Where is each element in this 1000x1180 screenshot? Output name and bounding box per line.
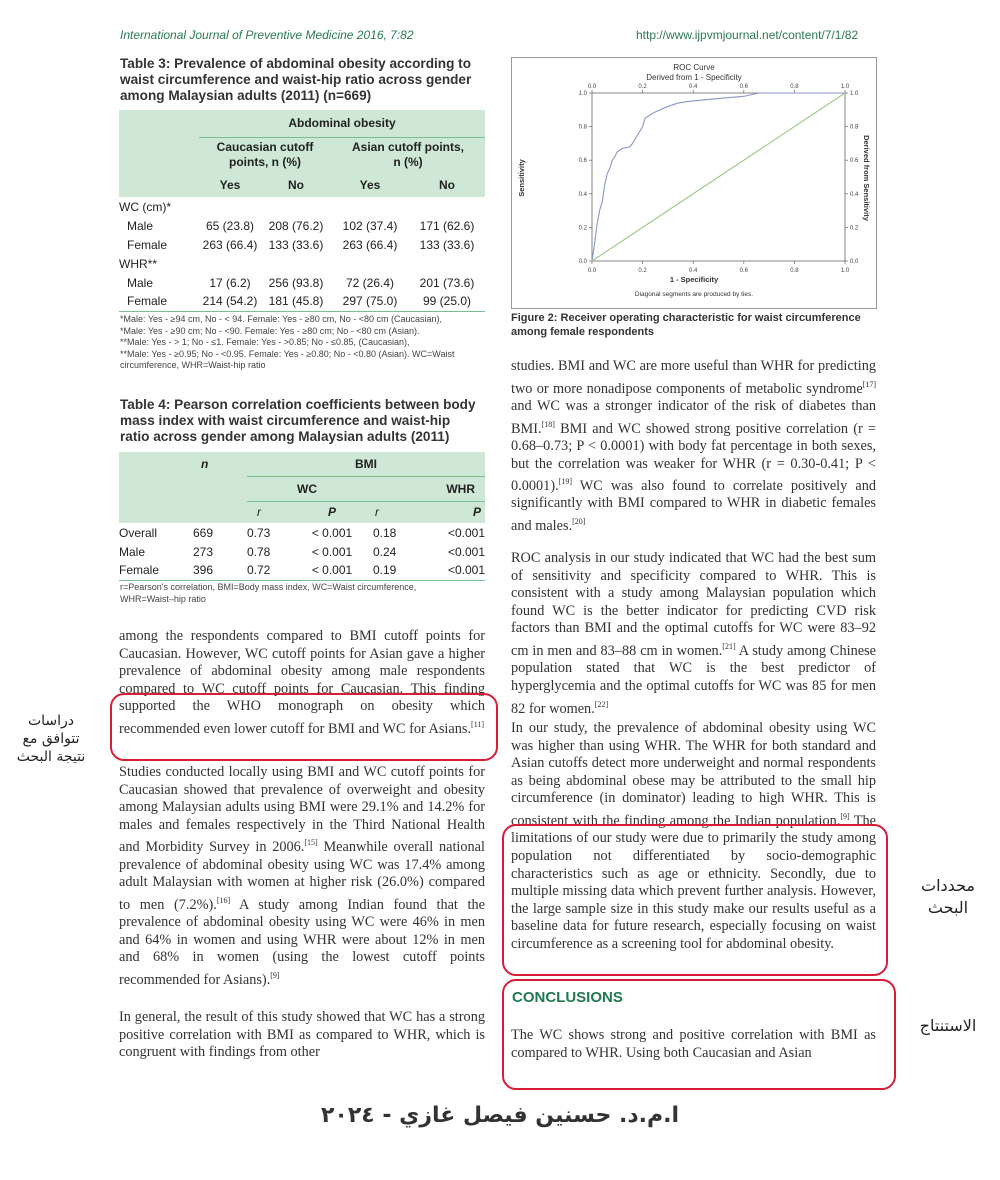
citation: [16] bbox=[216, 895, 231, 905]
t3-cell bbox=[409, 197, 485, 216]
table-row bbox=[119, 197, 485, 216]
conclusions-heading: CONCLUSIONS bbox=[512, 989, 623, 1006]
right-para-1-text: and WC was a stronger indicator of the risk of diabetes than BMI. bbox=[511, 397, 876, 437]
t4-blank bbox=[119, 501, 189, 523]
x-tick-label: 0.8 bbox=[790, 268, 799, 274]
t3-cell bbox=[199, 197, 261, 216]
right-para-2 bbox=[511, 550, 876, 718]
t4-r-header: r bbox=[257, 505, 261, 520]
t4-cell: 0.19 bbox=[373, 563, 397, 578]
t3-row-label: WHR** bbox=[119, 256, 157, 271]
annotation-line: الاستنتاج bbox=[919, 1016, 977, 1035]
annotation-limitations bbox=[900, 875, 996, 919]
citation: [18] bbox=[541, 419, 555, 429]
t4-cell: < 0.001 bbox=[311, 563, 353, 578]
t3-cell: 102 (37.4) bbox=[342, 218, 398, 233]
t3-blank bbox=[119, 137, 199, 173]
t4-p-header: P bbox=[472, 505, 481, 520]
t4-cell: 0.18 bbox=[373, 525, 397, 540]
t3-blank bbox=[119, 110, 199, 137]
t4-cell: 0.78 bbox=[247, 544, 271, 559]
t3-footnote: *Male: Yes - ≥94 cm, No - < 94. Female: Yes - ≥80 cm, No - <80 cm (Caucasian), bbox=[120, 314, 443, 324]
table4-caption-line: ratio across gender among Malaysian adults (2011) bbox=[120, 429, 450, 444]
journal-url[interactable]: http://www.ijpvmjournal.net/content/7/1/82 bbox=[636, 28, 859, 42]
table3-caption-line: among Malaysian adults (2011) (n=669) bbox=[120, 88, 372, 103]
t3-cell: 297 (75.0) bbox=[342, 294, 398, 309]
right-para-2-text: A study among Chinese population stated that WC is the best predictor of hyperglycemia and the optimal cutoffs for WC was 85 for men 82 for women. bbox=[511, 642, 876, 717]
t4-cell: < 0.001 bbox=[311, 544, 353, 559]
t4-n-header: n bbox=[201, 457, 209, 471]
x-top-tick-label: 0.8 bbox=[790, 84, 799, 90]
citation: [9] bbox=[840, 811, 850, 821]
t4-cell: <0.001 bbox=[447, 525, 485, 540]
t3-cell: 133 (33.6) bbox=[268, 237, 324, 252]
t4-blank bbox=[119, 452, 189, 476]
citation: [15] bbox=[304, 838, 318, 848]
chart-xlabel: 1 - Specificity bbox=[669, 275, 719, 284]
t4-bmi-header: BMI bbox=[247, 452, 485, 476]
t4-footnote: r=Pearson's correlation, BMI=Body mass index, WC=Waist circumference, bbox=[120, 582, 417, 592]
x-top-tick-label: 0.0 bbox=[587, 84, 597, 90]
table-row bbox=[119, 523, 485, 542]
figure-caption: Figure 2: Receiver operating characteristic for waist circumference among female respondents bbox=[511, 312, 861, 338]
table3-caption bbox=[120, 56, 490, 104]
t3-cell: 263 (66.4) bbox=[202, 237, 258, 252]
left-para-1-text: among the respondents compared to BMI cutoff points for Caucasian. However, WC cutoff points for Asian gave a higher prevalence of abdominal obesity among male respondents compared to WC cutoff points for bbox=[119, 628, 485, 697]
t4-cell: 0.72 bbox=[247, 563, 271, 578]
table-row bbox=[119, 561, 485, 580]
y-tick-label: 0.0 bbox=[578, 259, 587, 265]
highlight-box-limitations bbox=[502, 824, 888, 976]
journal-header: International Journal of Preventive Medicine 2016, 7:82 bbox=[120, 28, 414, 42]
t3-blank bbox=[119, 173, 199, 197]
t3-cell: 17 (6.2) bbox=[209, 275, 251, 290]
t3-cell: 214 (54.2) bbox=[202, 294, 258, 309]
t3-cell: 99 (25.0) bbox=[422, 294, 472, 309]
left-para-1-highlighted: Caucasian. This finding supported the WHO monograph on obesity which recommended even lower cutoff for BMI and WC for Asians. bbox=[119, 680, 486, 737]
table4-footnote bbox=[120, 582, 490, 605]
t4-cell: 669 bbox=[193, 525, 214, 540]
left-para-3-text: In general, the result of this study showed that WC has a strong positive correlation with BMI as compared to WHR, which is congruent with findings from other bbox=[119, 1009, 485, 1061]
t4-row-label: Male bbox=[119, 544, 146, 559]
left-para-2-text: Studies conducted locally using BMI and WC cutoff points for Caucasian showed that prevalence of overweight and obesity among Malaysian adults using BMI were 29.1% and 14.2% for males and females respectively in the Third National Health and Morbidity Survey in 2006. bbox=[119, 764, 485, 856]
table-row bbox=[119, 542, 485, 561]
right-para-3-text: In our study, the prevalence of abdominal obesity using WC was higher than using WHR. The WHR for both standard and Asian cutoffs detect more underweight and normal respondents as being abdominal obese may be attributed to the small hip circumference (in dominator) leading to high WHR. This is consistent with the finding among the bbox=[511, 720, 876, 829]
right-para-3-highlighted: Indian population. bbox=[734, 812, 841, 829]
t4-cell: 0.73 bbox=[247, 525, 271, 540]
chart-note: Diagonal segments are produced by ties. bbox=[634, 291, 754, 298]
chart-title: ROC Curve bbox=[673, 63, 715, 72]
t4-cell: 273 bbox=[193, 544, 214, 559]
y-right-tick-label: 0.8 bbox=[850, 124, 859, 131]
citation: [22] bbox=[594, 699, 609, 709]
table-row bbox=[119, 273, 485, 292]
citation: [17] bbox=[862, 379, 876, 389]
t3-group-header: Abdominal obesity bbox=[199, 110, 485, 137]
t3-footnote: *Male: Yes - ≥90 cm; No - <90. Female: Yes - ≥80 cm; No - <80 cm (Asian). bbox=[120, 325, 420, 336]
table3-caption-line: waist circumference and waist-hip ratio across gender bbox=[120, 72, 472, 87]
t4-blank bbox=[119, 476, 189, 501]
conclusions-text-body: The WC shows strong and positive correlation with BMI as compared to WHR. Using both Caucasian and Asian bbox=[511, 1027, 876, 1061]
t3-row-label: WC (cm)* bbox=[119, 199, 171, 214]
t3-cell bbox=[409, 254, 485, 273]
t3-footnote: **Male: Yes - > 1; No - ≤1. Female: Yes - >0.85; No - ≤0.85, (Caucasian), bbox=[120, 337, 410, 347]
annotation-agreeing-studies bbox=[2, 712, 100, 766]
citation: [20] bbox=[572, 517, 586, 527]
citation: [9] bbox=[270, 971, 280, 981]
annotation-conclusion bbox=[900, 1015, 996, 1037]
left-para-2-text: Meanwhile overall national prevalence of abdominal obesity using WC was 17.4% among adult Malaysian with women at higher risk (26.0%) compared to men (7.2%). bbox=[119, 839, 485, 913]
t3-caucasian-header-line: Caucasian cutoff bbox=[216, 140, 314, 155]
t4-p-header: P bbox=[327, 505, 336, 520]
x-tick-label: 0.2 bbox=[638, 268, 647, 274]
t3-yes-header: Yes bbox=[359, 178, 381, 192]
t4-cell: < 0.001 bbox=[311, 525, 353, 540]
x-tick-label: 1.0 bbox=[840, 268, 850, 274]
t3-row-label: Female bbox=[127, 294, 168, 309]
x-tick-label: 0.4 bbox=[689, 268, 698, 274]
y-right-tick-label: 0.0 bbox=[850, 259, 859, 265]
left-para-2 bbox=[119, 764, 485, 989]
t3-footnote: circumference, WHR=Waist-hip ratio bbox=[120, 360, 266, 370]
t3-row-label: Male bbox=[127, 275, 154, 290]
t3-yes-header: Yes bbox=[219, 178, 241, 192]
t3-cell bbox=[331, 197, 409, 216]
annotation-line: دراسات bbox=[27, 713, 75, 729]
table4 bbox=[119, 452, 485, 581]
roc-figure bbox=[511, 57, 877, 309]
t4-wc-header: WC bbox=[247, 476, 367, 501]
t3-row-label: Male bbox=[127, 218, 154, 233]
table3-footnotes bbox=[120, 314, 490, 372]
y-right-tick-label: 0.2 bbox=[850, 225, 859, 232]
t3-cell: 201 (73.6) bbox=[419, 275, 475, 290]
t4-r-header: r bbox=[375, 505, 379, 520]
right-para-1-text: WC was also found to correlate positively and significantly with BMI compared to WHR in diabetic females and males. bbox=[511, 477, 876, 534]
citation: [11] bbox=[471, 719, 485, 729]
table-row bbox=[119, 216, 485, 235]
t3-footnote: **Male: Yes - ≥0.95; No - <0.95. Female: Yes - ≥0.80; No - <0.80 (Asian). WC=Waist bbox=[120, 348, 455, 359]
t3-asian-header bbox=[331, 137, 485, 173]
t4-cell: 0.24 bbox=[373, 544, 397, 559]
table4-caption-line: Table 4: Pearson correlation coefficients between body bbox=[120, 397, 476, 412]
table-row bbox=[119, 292, 485, 311]
y-right-tick-label: 0.4 bbox=[850, 191, 859, 198]
highlight-box-conclusion bbox=[502, 979, 896, 1090]
chart-subtitle: Derived from 1 - Specificity bbox=[646, 73, 742, 82]
t4-cell: <0.001 bbox=[447, 544, 485, 559]
x-top-tick-label: 0.4 bbox=[689, 84, 698, 90]
t3-caucasian-header bbox=[199, 137, 331, 173]
t4-row-label: Female bbox=[119, 563, 160, 578]
t4-blank bbox=[189, 501, 247, 523]
citation: [19] bbox=[558, 477, 572, 487]
x-top-tick-label: 0.2 bbox=[638, 84, 647, 90]
table4-caption bbox=[120, 397, 490, 445]
chart-ylabel: Sensitivity bbox=[517, 159, 526, 197]
t3-cell: 65 (23.8) bbox=[205, 218, 255, 233]
t3-cell: 208 (76.2) bbox=[268, 218, 324, 233]
t3-cell: 181 (45.8) bbox=[268, 294, 324, 309]
chart-y2label: Derived from Sensitivity bbox=[862, 135, 871, 221]
t3-row-label: Female bbox=[127, 237, 168, 252]
t4-footnote: WHR=Waist–hip ratio bbox=[120, 593, 206, 604]
table3 bbox=[119, 110, 485, 312]
t4-blank bbox=[189, 476, 247, 501]
right-para-2-text: ROC analysis in our study indicated that WC had the best sum of sensitivity and specificity compared to WHR. This is consistent with a study among Malaysian population which found WC is the better indicator for predicting CVD risk factors than BMI and the optimal cutoffs for WC were 83–92 cm in men and 83–88 cm in women. bbox=[511, 550, 876, 659]
t3-cell bbox=[199, 254, 261, 273]
t4-row-label: Overall bbox=[119, 525, 158, 540]
t3-cell: 171 (62.6) bbox=[419, 218, 475, 233]
t4-whr-header: WHR bbox=[367, 476, 485, 501]
x-tick-label: 0.0 bbox=[587, 268, 597, 274]
right-para-1-text: studies. BMI and WC are more useful than WHR for predicting two or more nonadipose components of metabolic syndrome bbox=[511, 358, 876, 397]
t3-cell bbox=[331, 254, 409, 273]
table-row bbox=[119, 254, 485, 273]
y-tick-label: 1.0 bbox=[578, 91, 587, 97]
table3-caption-line: Table 3: Prevalence of abdominal obesity according to bbox=[120, 56, 472, 71]
right-para-1-text: BMI and WC showed strong positive correlation (r = 0.68–0.73; P < 0.0001) with body fat percentage in both sexes, but the correlation was weaker for WHR (r = 0.30-0.41; P < 0.0001). bbox=[511, 420, 876, 494]
t3-asian-header-line: Asian cutoff points, bbox=[352, 140, 464, 155]
t3-cell: 263 (66.4) bbox=[342, 237, 398, 252]
left-para-2-text: A study among Indian found that the prevalence of abdominal obesity using WC were 46% in men and 64% in women and using WHR were about 12% in men and 68% in women (using the lowest cutoff points recommended for Asians). bbox=[119, 896, 485, 988]
x-top-tick-label: 0.6 bbox=[739, 84, 748, 90]
t4-cell: <0.001 bbox=[447, 563, 485, 578]
annotation-line: نتيجة البحث bbox=[16, 749, 86, 765]
y-tick-label: 0.2 bbox=[578, 225, 587, 232]
t3-no-header: No bbox=[439, 178, 455, 192]
y-right-tick-label: 0.6 bbox=[850, 158, 859, 165]
t4-cell: 396 bbox=[193, 563, 214, 578]
reference-diagonal-line bbox=[592, 93, 845, 261]
citation: [21] bbox=[722, 641, 736, 651]
right-para-1 bbox=[511, 358, 876, 535]
annotation-line: تتوافق مع bbox=[22, 731, 80, 747]
annotation-line: محددات bbox=[921, 876, 975, 895]
t3-caucasian-header-line: points, n (%) bbox=[229, 155, 301, 170]
annotation-line: البحث bbox=[927, 898, 969, 917]
highlight-box-agreeing-studies bbox=[110, 693, 498, 761]
x-tick-label: 0.6 bbox=[739, 268, 748, 274]
t3-cell: 72 (26.4) bbox=[345, 275, 395, 290]
t3-cell bbox=[261, 254, 331, 273]
y-tick-label: 0.4 bbox=[578, 191, 587, 198]
y-tick-label: 0.6 bbox=[578, 158, 587, 165]
t3-no-header: No bbox=[288, 178, 304, 192]
t3-cell: 133 (33.6) bbox=[419, 237, 475, 252]
y-tick-label: 0.8 bbox=[578, 124, 587, 131]
t3-cell bbox=[261, 197, 331, 216]
right-para-3-highlighted: The limitations of our study were due to primarily the study among population not differentiated by socio-demographic characteristics such as age or ethnicity. Secondly, due to multiple missing data which prevent further analysis. However, the large sample size in this study make our results useful as a baseline data for future research, especially focusing on waist circumference as a screening tool for abdominal obesity. bbox=[511, 812, 876, 952]
left-para-3 bbox=[119, 1009, 485, 1062]
table-row bbox=[119, 235, 485, 254]
table4-caption-line: mass index with waist circumference and waist-hip bbox=[120, 413, 451, 428]
y-right-tick-label: 1.0 bbox=[850, 91, 859, 97]
x-top-tick-label: 1.0 bbox=[840, 84, 850, 90]
author-footer: ا.م.د. حسنين فيصل غازي - ٢٠٢٤ bbox=[321, 1103, 679, 1128]
roc-chart bbox=[512, 58, 876, 308]
t3-cell: 256 (93.8) bbox=[268, 275, 324, 290]
t3-asian-header-line: n (%) bbox=[393, 155, 423, 170]
